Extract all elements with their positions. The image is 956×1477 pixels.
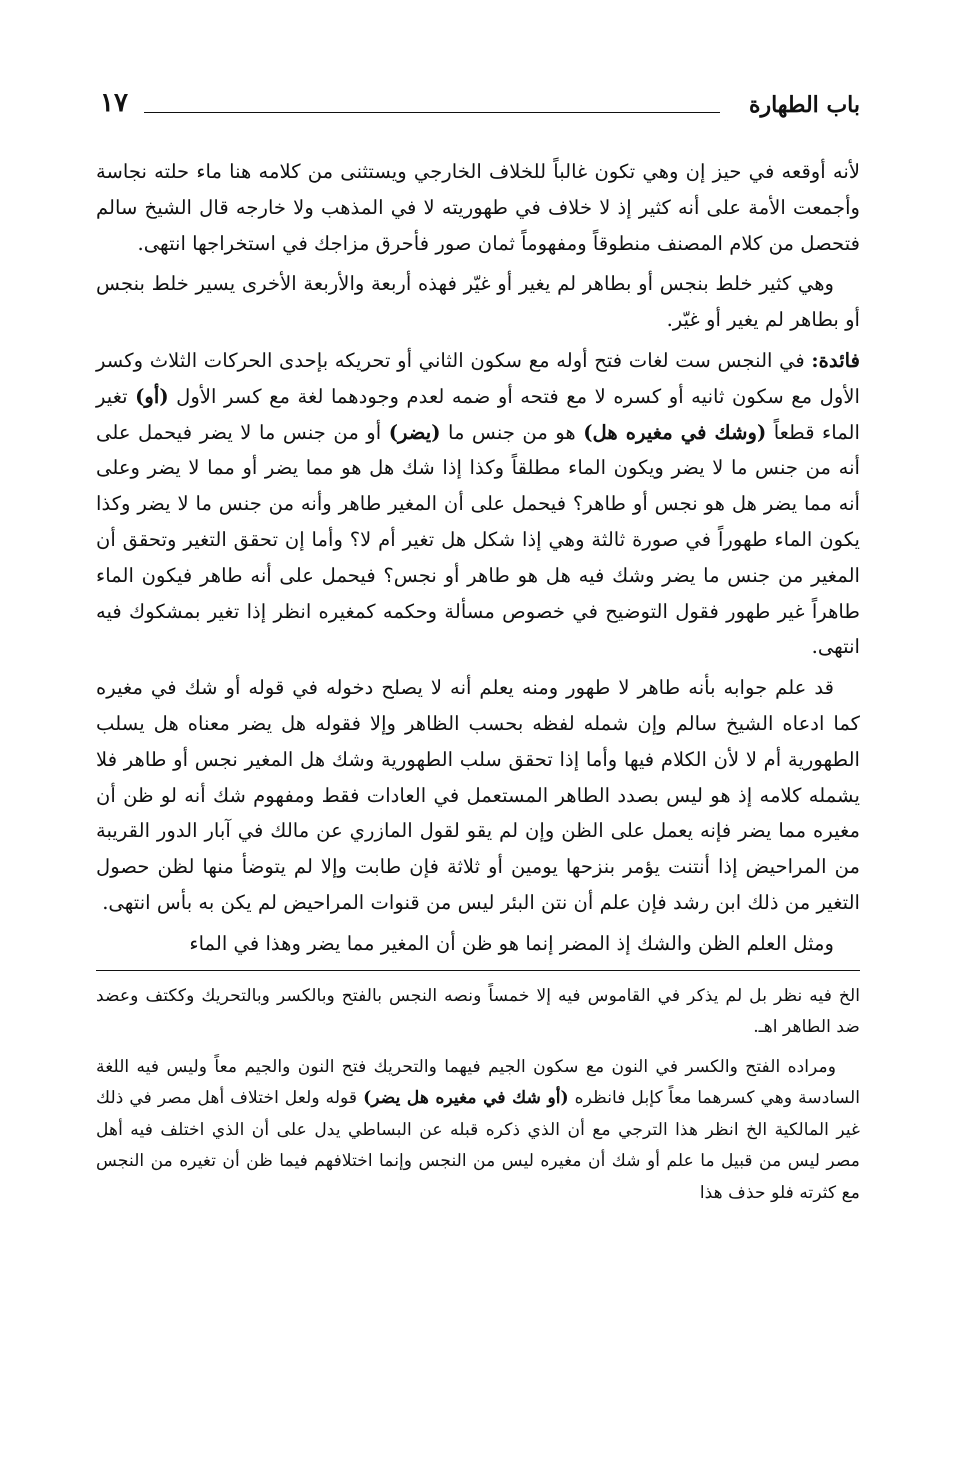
paragraph-3-text-e: أو من جنس ما لا يضر فيحمل على أنه من جنس ما لا يضر ويكون الماء مطلقاً وكذا إذا شك هل هو مما يضر أو مما لا يضر وعلى أنه مما يضر هل هو نجس أو طاهر؟ فيحمل على أن المغير طاهر وأنه من جنس ما لا يضر وكذا يكون الماء طهوراً في صورة ثالثة وهي إذا شكل هل تغير أم لا؟ وأما إن تحقق التغير وتحقق أن المغير من جنس ما يضر وشك فيه هل هو طاهر أو نجس؟ فيحمل على أنه طاهر فيكون الماء طاهراً غير طهور فقول التوضيح في خصوص مسألة وحكمه كمغيره انظر إذا تغير بمشكوك فيه انتهى.	[96, 420, 860, 659]
paragraph-3-text-c: تغير الماء قطعاً	[96, 384, 860, 444]
document-page	[96, 84, 860, 1444]
paragraph-4: قد علم جوابه بأنه طاهر لا طهور ومنه يعلم أنه لا يصلح دخوله في قوله أو شك في مغيره كما ادعاه الشيخ سالم وإن شمله لفظه بحسب الظاهر وإلا فقوله هل يضر معناه هل يسلب الطهورية أم لا لأن الكلام فيها وأما إذا تحقق سلب الطهورية وشك هل المغير نجس أو طاهر فلا يشمله كلامه إذ هو ليس بصدد الطاهر المستعمل في العادات فقط ومفهوم شك أنه لو ظن أن مغيره مما يضر فإنه يعمل على الظن وإن لم يقو لقول المازري عن مالك في آبار الدور القريبة من المراحيض إذا أنتنت يؤمر بنزحها يومين أو ثلاثة فإن طابت وإلا لم يتوضأ منها لظن حصول التغير من ذلك ابن رشد فإن علم أن نتن البئر ليس من قنوات المراحيض لم يكن به بأس انتهى.	[96, 676, 860, 914]
footnote-separator	[96, 970, 860, 971]
note-2-matn-quote: (أو شك في مغيره هل يضر)	[363, 1088, 569, 1109]
paragraph-3-text-d: هو من جنس ما	[440, 420, 584, 444]
paragraph-1: لأنه أوقعه في حيز إن وهي تكون غالباً للخلاف الخارجي ويستثنى من كلامه هنا ماء حلته نجاسة وأجمعت الأمة على أنه كثير إذ لا خلاف في طهوريته لا في المذهب ولا خارجه قال الشيخ سالم فتحصل من كلام المصنف منطوقاً ومفهوماً ثمان صور فأحرق مزاجك في استخراجها انتهى.	[96, 160, 860, 255]
matn-quote-3: (يضر)	[388, 420, 441, 444]
note-2	[96, 1052, 860, 1210]
main-text	[96, 154, 860, 962]
matn-quote-1: (أو)	[135, 384, 169, 408]
margin-notes	[96, 981, 860, 1210]
note-1: الخ فيه نظر بل لم يذكر في القاموس فيه إلا خمساً ونصه النجس بالفتح وبالكسر وبالتحريك وككتف وعضد ضد الطاهر اهـ.	[96, 985, 860, 1038]
chapter-title: باب الطهارة	[748, 92, 860, 118]
paragraph-3-text-a: في النجس ست لغات فتح أوله مع سكون الثاني أو تحريكه بإحدى الحركات الثلاث وكسر الأول مع سكون ثانيه أو كسره لا مع فتحه أو ضمه لعدم وجودهما لغة مع كسر الأول	[96, 348, 861, 408]
paragraph-5: ومثل العلم الظن والشك إذ المضر إنما هو ظن أن المغير مما يضر وهذا في الماء	[189, 931, 834, 955]
paragraph-3	[96, 343, 860, 665]
note-2-text-a: ومراده الفتح والكسر في النون مع سكون الجيم فيهما والتحريك فتح النون والجيم معاً وليس فيه اللغة السادسة وهي كسرهما معاً كإبل فانظره	[96, 1056, 860, 1109]
page-header	[96, 84, 860, 134]
header-rule	[144, 112, 720, 113]
note-2-text-c: قوله ولعل اختلاف أهل مصر في ذلك غير المالكية الخ انظر هذا الترجي مع أن الذي ذكره قبله عن البساطي يدل على أن الذي اختلف فيه أهل مصر ليس من قبيل ما علم أو شك أن مغيره ليس من النجس وإنما اختلافهم فيما ظن أن تغيره من النجس مع كثرته فلو حذف هذا	[96, 1088, 860, 1203]
page-number: ١٧	[100, 88, 128, 118]
note-label: فائدة:	[811, 348, 860, 372]
matn-quote-2: (وشك في مغيره هل)	[583, 420, 767, 444]
paragraph-2: وهي كثير خلط بنجس أو بطاهر لم يغير أو غيّر فهذه أربعة والأربعة الأخرى يسير خلط بنجس أو بطاهر لم يغير أو غيّر.	[96, 272, 860, 332]
